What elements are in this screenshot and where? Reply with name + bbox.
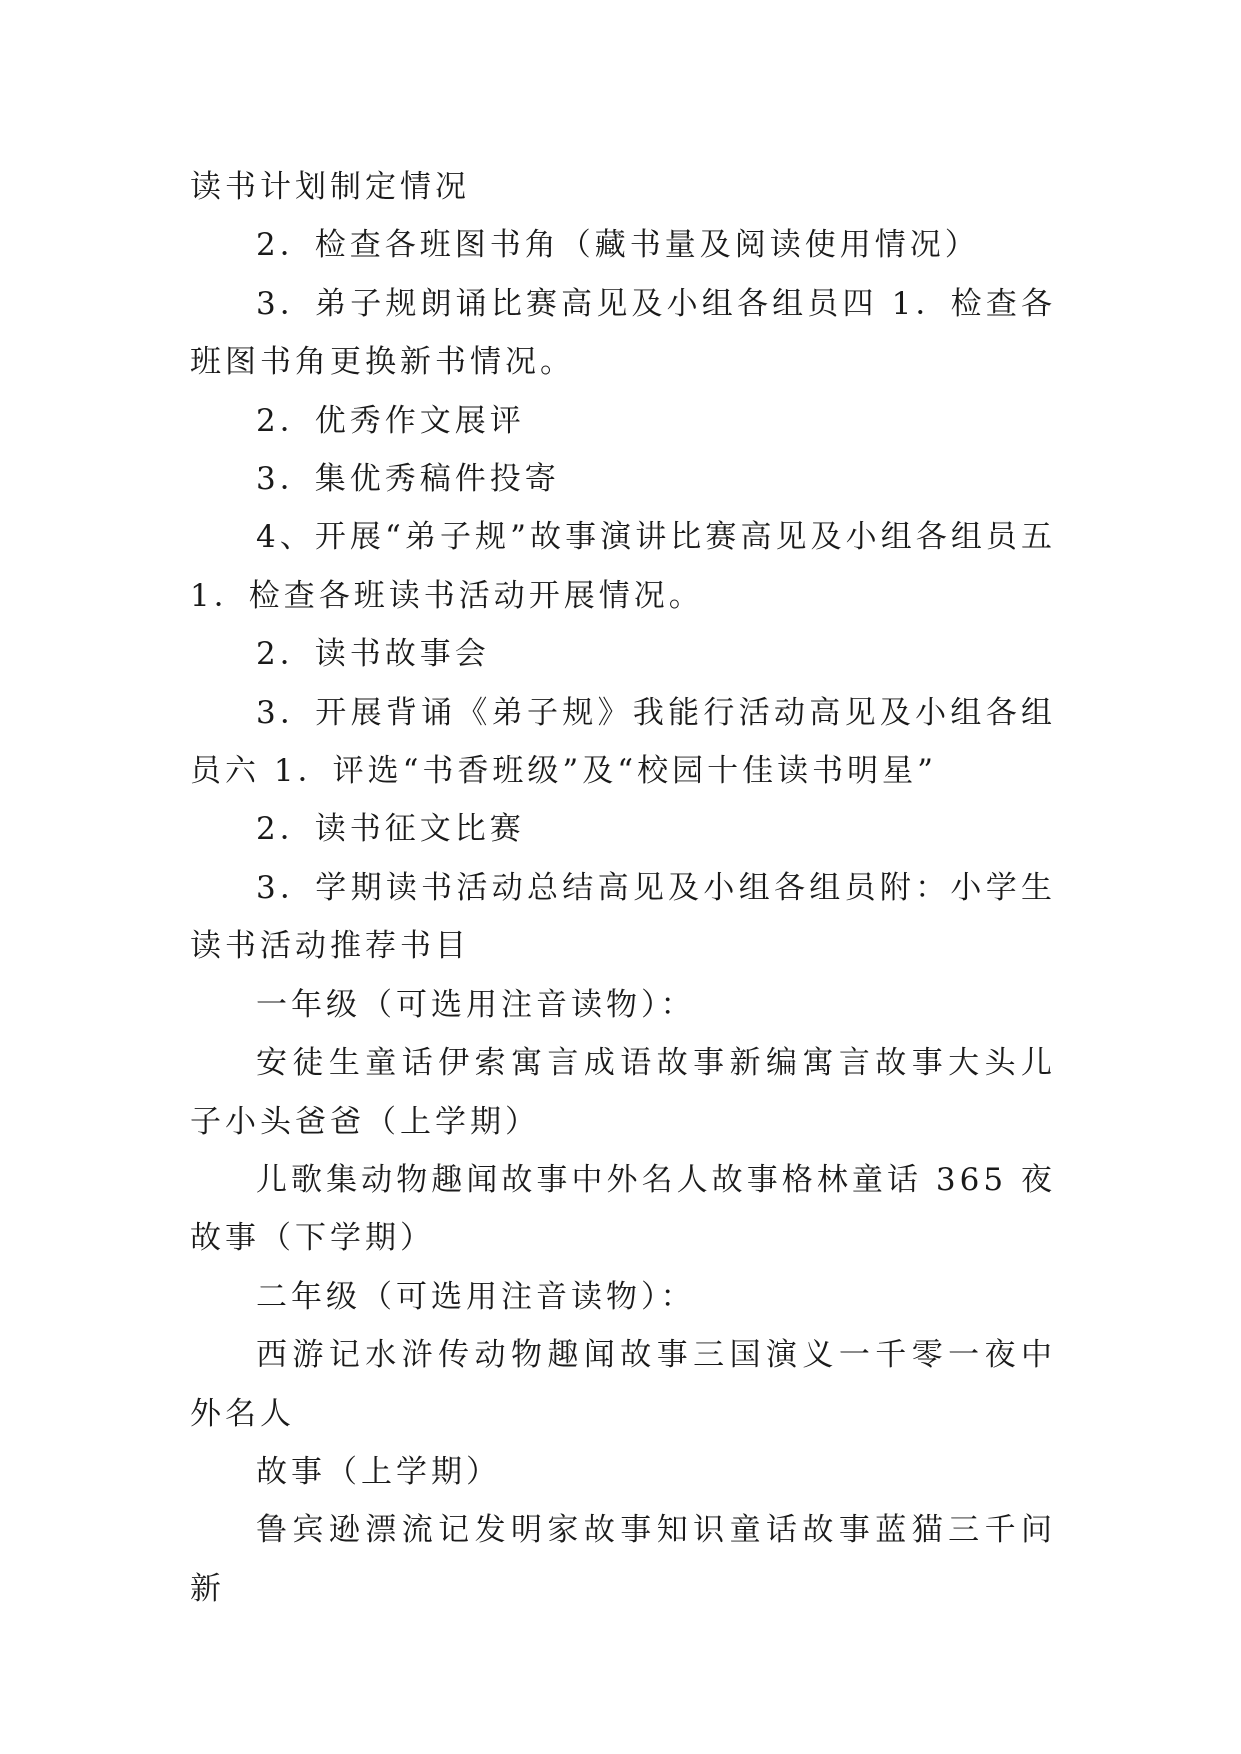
document-body: [190, 158, 1056, 1618]
paragraph: 2．读书故事会: [256, 636, 490, 673]
paragraph: 2．优秀作文展评: [256, 402, 525, 439]
paragraph: 儿歌集动物趣闻故事中外名人故事格林童话 365 夜故事（下学期）: [190, 1161, 1056, 1257]
paragraph: 4、开展“弟子规”故事演讲比赛高见及小组各组员五 1．检查各班读书活动开展情况。: [190, 519, 1056, 614]
paragraph: 2．读书征文比赛: [256, 811, 525, 848]
paragraph: 西游记水浒传动物趣闻故事三国演义一千零一夜中外名人: [190, 1337, 1056, 1432]
paragraph: 读书计划制定情况: [190, 169, 470, 205]
paragraph: 3．开展背诵《弟子规》我能行活动高见及小组各组员六 1．评选“书香班级”及“校园十佳读书明星”: [190, 694, 1056, 790]
paragraph: 一年级（可选用注音读物）：: [256, 986, 696, 1023]
paragraph: 3．集优秀稿件投寄: [256, 461, 560, 498]
paragraph: 2．检查各班图书角（藏书量及阅读使用情况）: [256, 227, 980, 264]
paragraph: 故事（上学期）: [256, 1453, 501, 1490]
paragraph: 鲁宾逊漂流记发明家故事知识童话故事蓝猫三千问新: [190, 1512, 1056, 1607]
paragraph: 3．学期读书活动总结高见及小组各组员附：小学生读书活动推荐书目: [190, 869, 1056, 965]
paragraph: 二年级（可选用注音读物）：: [256, 1278, 696, 1315]
paragraph: 3．弟子规朗诵比赛高见及小组各组员四 1．检查各班图书角更换新书情况。: [190, 285, 1056, 381]
paragraph: 安徒生童话伊索寓言成语故事新编寓言故事大头儿子小头爸爸（上学期）: [190, 1045, 1056, 1140]
